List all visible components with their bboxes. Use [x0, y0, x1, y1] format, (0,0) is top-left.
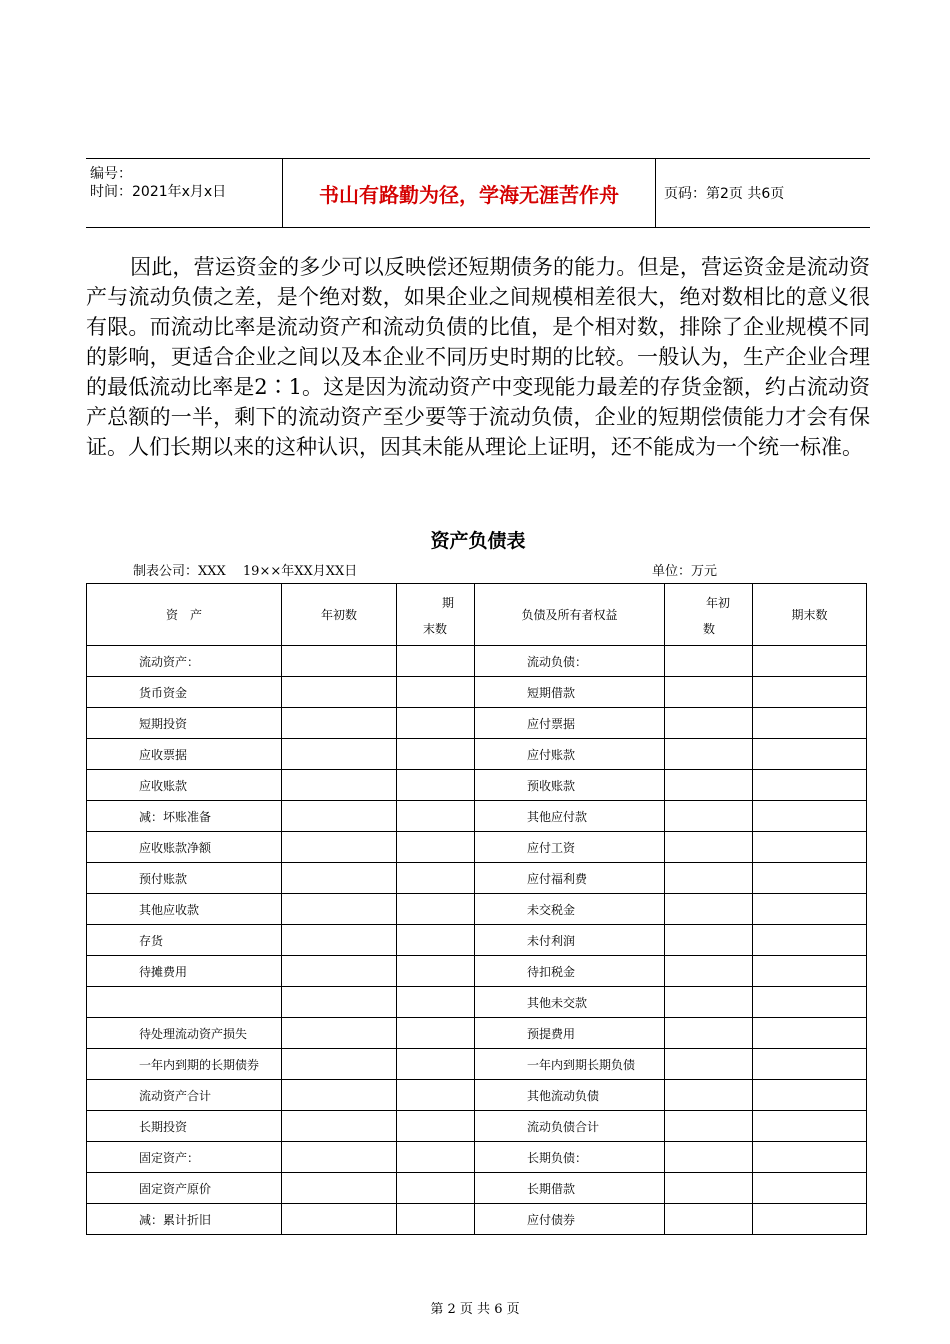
liab-name-cell: 短期借款 — [475, 677, 665, 708]
asset-end-cell — [397, 1142, 475, 1173]
liab-name-cell: 一年内到期长期负债 — [475, 1049, 665, 1080]
asset-begin-cell — [282, 1204, 397, 1235]
table-company: 制表公司：XXX 19××年XX月XX日 — [133, 564, 358, 579]
asset-name-cell: 减：累计折旧 — [87, 1204, 282, 1235]
liab-end-cell — [753, 708, 867, 739]
time-label: 时间：2021年x月x日 — [90, 184, 227, 200]
table-unit: 单位：万元 — [652, 564, 718, 579]
table-row — [87, 1142, 867, 1173]
asset-end-cell — [397, 1204, 475, 1235]
liab-begin-cell — [665, 1080, 753, 1111]
liab-name-cell: 应付账款 — [475, 739, 665, 770]
liab-name-cell: 预收账款 — [475, 770, 665, 801]
asset-begin-cell — [282, 1173, 397, 1204]
asset-name-cell: 长期投资 — [87, 1111, 282, 1142]
liab-end-cell — [753, 646, 867, 677]
liab-name-cell: 流动负债： — [475, 646, 665, 677]
asset-end-cell — [397, 1111, 475, 1142]
asset-begin-cell — [282, 770, 397, 801]
liab-begin-cell — [665, 1142, 753, 1173]
table-row — [87, 894, 867, 925]
asset-end-cell — [397, 646, 475, 677]
table-row — [87, 739, 867, 770]
header-liab-begin-top: 年初 — [705, 596, 730, 610]
table-header-row — [87, 584, 867, 646]
asset-end-cell — [397, 770, 475, 801]
header-asset: 资 产 — [87, 584, 282, 646]
number-label: 编号： — [90, 166, 132, 182]
liab-begin-cell — [665, 894, 753, 925]
asset-end-cell — [397, 1080, 475, 1111]
header-info — [86, 159, 282, 227]
asset-begin-cell — [282, 739, 397, 770]
table-row — [87, 925, 867, 956]
asset-name-cell: 应收账款 — [87, 770, 282, 801]
liab-end-cell — [753, 1173, 867, 1204]
table-row — [87, 770, 867, 801]
liab-end-cell — [753, 1018, 867, 1049]
asset-name-cell: 应收票据 — [87, 739, 282, 770]
header-asset-end — [397, 584, 475, 646]
liab-begin-cell — [665, 863, 753, 894]
asset-name-cell: 减：坏账准备 — [87, 801, 282, 832]
liab-begin-cell — [665, 677, 753, 708]
header-liab-end: 期末数 — [753, 584, 867, 646]
asset-begin-cell — [282, 956, 397, 987]
header-asset-end-top: 期 — [441, 596, 454, 610]
header-liab: 负债及所有者权益 — [475, 584, 665, 646]
liab-name-cell: 预提费用 — [475, 1018, 665, 1049]
liab-name-cell: 待扣税金 — [475, 956, 665, 987]
liab-end-cell — [753, 1049, 867, 1080]
liab-name-cell: 流动负债合计 — [475, 1111, 665, 1142]
asset-begin-cell — [282, 677, 397, 708]
asset-begin-cell — [282, 1080, 397, 1111]
asset-end-cell — [397, 1049, 475, 1080]
table-row — [87, 646, 867, 677]
table-row — [87, 1018, 867, 1049]
document-header — [86, 158, 870, 228]
asset-end-cell — [397, 739, 475, 770]
asset-name-cell: 流动资产： — [87, 646, 282, 677]
table-row — [87, 832, 867, 863]
paragraph-text: 因此，营运资金的多少可以反映偿还短期债务的能力。但是，营运资金是流动资产与流动负债之差，是个绝对数，如果企业之间规模相差很大，绝对数相比的意义很有限。而流动比率是流动资产和流动负债的比值，是个相对数，排除了企业规模不同的影响，更适合企业之间以及本企业不同历史时期的比较。一般认为，生产企业合理的最低流动比率是2∶1。这是因为流动资产中变现能力最差的存货金额，约占流动资产总额的一半，剩下的流动资产至少要等于流动负债，企业的短期偿债能力才会有保证。人们长期以来的这种认识，因其未能从理论上证明，还不能成为一个统一标准。 — [86, 255, 870, 459]
asset-begin-cell — [282, 987, 397, 1018]
liab-name-cell: 其他应付款 — [475, 801, 665, 832]
table-row — [87, 863, 867, 894]
asset-begin-cell — [282, 925, 397, 956]
liab-end-cell — [753, 1204, 867, 1235]
liab-end-cell — [753, 894, 867, 925]
liab-end-cell — [753, 677, 867, 708]
asset-name-cell: 一年内到期的长期债券 — [87, 1049, 282, 1080]
liab-begin-cell — [665, 708, 753, 739]
asset-name-cell: 固定资产： — [87, 1142, 282, 1173]
asset-name-cell: 待处理流动资产损失 — [87, 1018, 282, 1049]
liab-name-cell: 长期负债： — [475, 1142, 665, 1173]
asset-name-cell: 其他应收款 — [87, 894, 282, 925]
liab-name-cell: 应付福利费 — [475, 863, 665, 894]
liab-begin-cell — [665, 987, 753, 1018]
asset-begin-cell — [282, 1111, 397, 1142]
liab-begin-cell — [665, 832, 753, 863]
table-row — [87, 987, 867, 1018]
asset-end-cell — [397, 894, 475, 925]
table-body — [87, 646, 867, 1235]
liab-begin-cell — [665, 801, 753, 832]
asset-name-cell: 固定资产原价 — [87, 1173, 282, 1204]
asset-name-cell: 短期投资 — [87, 708, 282, 739]
table-row — [87, 801, 867, 832]
page-footer: 第 2 页 共 6 页 — [430, 1302, 520, 1317]
liab-end-cell — [753, 832, 867, 863]
liab-begin-cell — [665, 1049, 753, 1080]
asset-end-cell — [397, 708, 475, 739]
asset-end-cell — [397, 956, 475, 987]
asset-end-cell — [397, 677, 475, 708]
liab-end-cell — [753, 1080, 867, 1111]
header-liab-begin-bottom: 数 — [703, 622, 716, 636]
asset-begin-cell — [282, 863, 397, 894]
header-asset-end-bottom: 末数 — [423, 622, 448, 636]
asset-name-cell: 预付账款 — [87, 863, 282, 894]
liab-name-cell: 应付工资 — [475, 832, 665, 863]
liab-begin-cell — [665, 646, 753, 677]
liab-name-cell: 长期借款 — [475, 1173, 665, 1204]
liab-begin-cell — [665, 925, 753, 956]
table-row — [87, 677, 867, 708]
liab-begin-cell — [665, 1111, 753, 1142]
liab-end-cell — [753, 801, 867, 832]
table-row — [87, 1111, 867, 1142]
table-row — [87, 1173, 867, 1204]
liab-end-cell — [753, 1111, 867, 1142]
liab-name-cell: 应付票据 — [475, 708, 665, 739]
asset-begin-cell — [282, 832, 397, 863]
liab-begin-cell — [665, 739, 753, 770]
asset-end-cell — [397, 801, 475, 832]
liab-name-cell: 应付债券 — [475, 1204, 665, 1235]
asset-end-cell — [397, 1173, 475, 1204]
liab-end-cell — [753, 925, 867, 956]
table-row — [87, 1049, 867, 1080]
liab-name-cell: 其他未交款 — [475, 987, 665, 1018]
asset-end-cell — [397, 925, 475, 956]
liab-begin-cell — [665, 1173, 753, 1204]
asset-begin-cell — [282, 1142, 397, 1173]
asset-name-cell: 待摊费用 — [87, 956, 282, 987]
liab-name-cell: 未付利润 — [475, 925, 665, 956]
asset-begin-cell — [282, 1018, 397, 1049]
balance-sheet-table — [86, 583, 867, 1235]
liab-end-cell — [753, 956, 867, 987]
table-row — [87, 956, 867, 987]
body-paragraph — [86, 252, 870, 462]
asset-end-cell — [397, 863, 475, 894]
liab-name-cell: 其他流动负债 — [475, 1080, 665, 1111]
liab-begin-cell — [665, 770, 753, 801]
table-title: 资产负债表 — [430, 530, 526, 552]
table-row — [87, 1080, 867, 1111]
asset-begin-cell — [282, 894, 397, 925]
table-row — [87, 1204, 867, 1235]
liab-name-cell: 未交税金 — [475, 894, 665, 925]
asset-name-cell: 存货 — [87, 925, 282, 956]
header-asset-begin: 年初数 — [282, 584, 397, 646]
asset-name-cell: 应收账款净额 — [87, 832, 282, 863]
liab-end-cell — [753, 739, 867, 770]
header-liab-begin — [665, 584, 753, 646]
asset-end-cell — [397, 832, 475, 863]
asset-name-cell: 流动资产合计 — [87, 1080, 282, 1111]
asset-end-cell — [397, 987, 475, 1018]
asset-begin-cell — [282, 1049, 397, 1080]
header-page-code: 页码：第2页 共6页 — [664, 186, 785, 202]
liab-begin-cell — [665, 1204, 753, 1235]
liab-end-cell — [753, 863, 867, 894]
liab-end-cell — [753, 1142, 867, 1173]
asset-name-cell — [87, 987, 282, 1018]
asset-end-cell — [397, 1018, 475, 1049]
liab-end-cell — [753, 987, 867, 1018]
liab-begin-cell — [665, 956, 753, 987]
table-row — [87, 708, 867, 739]
liab-begin-cell — [665, 1018, 753, 1049]
asset-begin-cell — [282, 646, 397, 677]
asset-name-cell: 货币资金 — [87, 677, 282, 708]
liab-end-cell — [753, 770, 867, 801]
asset-begin-cell — [282, 801, 397, 832]
header-motto: 书山有路勤为径，学海无涯苦作舟 — [282, 159, 656, 227]
asset-begin-cell — [282, 708, 397, 739]
